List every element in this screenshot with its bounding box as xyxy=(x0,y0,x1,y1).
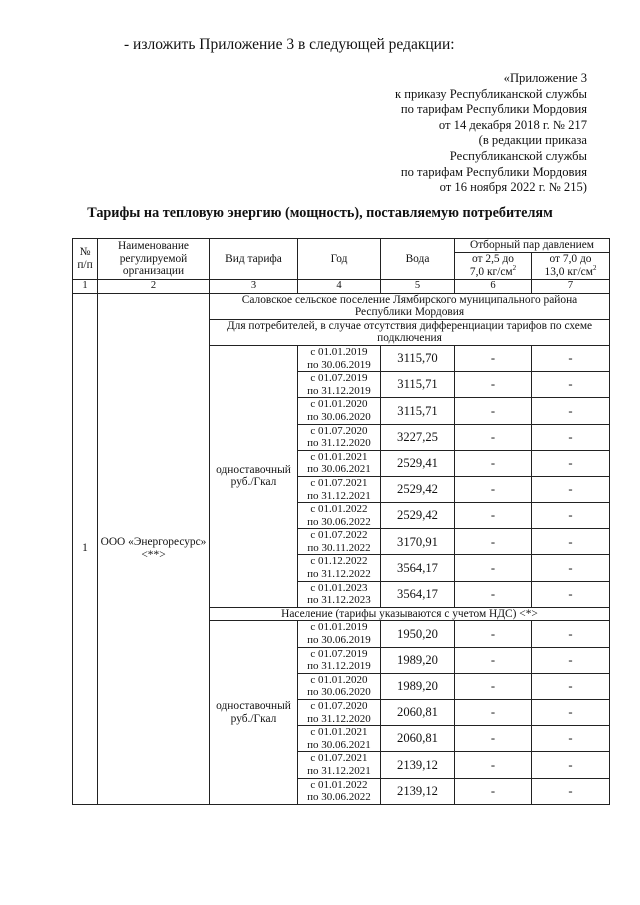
header-steam-group: Отборный пар давлением xyxy=(455,239,610,253)
steam-low-tariff: - xyxy=(455,673,532,699)
water-tariff: 2060,81 xyxy=(381,726,455,752)
period-cell xyxy=(298,345,381,371)
settlement-name: Саловское сельское поселение Лямбирского муниципального района Республики Мордовия xyxy=(210,293,610,319)
steam-low-tariff: - xyxy=(455,503,532,529)
period-from: с 01.07.2019 xyxy=(310,372,368,385)
period-from: с 01.01.2022 xyxy=(310,778,368,791)
organization-name: ООО «Энергоресурс» <**> xyxy=(98,293,210,804)
period-cell xyxy=(298,555,381,581)
appendix-line: (в редакции приказа xyxy=(478,133,587,148)
header-steam-high xyxy=(532,253,610,280)
water-tariff: 3227,25 xyxy=(381,424,455,450)
appendix-line: Республиканской службы xyxy=(449,148,587,163)
steam-low-tariff: - xyxy=(455,450,532,476)
steam-low-tariff: - xyxy=(455,345,532,371)
steam-high-tariff: - xyxy=(532,673,610,699)
period-to: по 31.12.2023 xyxy=(307,594,371,607)
period-from: с 01.01.2020 xyxy=(310,673,368,686)
water-tariff: 3115,71 xyxy=(381,372,455,398)
section-heading: Население (тарифы указываются с учетом НДС) <*> xyxy=(210,607,610,621)
column-number: 3 xyxy=(210,280,298,294)
steam-low-tariff: - xyxy=(455,424,532,450)
steam-high-tariff: - xyxy=(532,581,610,607)
header-steam-high-unit: 13,0 $кг/см^2$ xyxy=(544,264,597,278)
period-to: по 30.11.2022 xyxy=(307,541,371,554)
period-from: с 01.07.2022 xyxy=(310,529,368,542)
header-steam-low xyxy=(455,253,532,280)
water-tariff: 3564,17 xyxy=(381,581,455,607)
steam-low-tariff: - xyxy=(455,372,532,398)
period-from: с 01.01.2019 xyxy=(310,621,368,634)
appendix-line: «Приложение 3 xyxy=(503,71,587,85)
header-tariff-type: Вид тарифа xyxy=(210,239,298,280)
steam-low-tariff: - xyxy=(455,647,532,673)
column-number: 4 xyxy=(298,280,381,294)
period-to: по 31.12.2022 xyxy=(307,568,371,581)
period-cell xyxy=(298,726,381,752)
water-tariff: 1989,20 xyxy=(381,673,455,699)
steam-low-tariff: - xyxy=(455,476,532,502)
row-number: 1 xyxy=(73,293,98,804)
steam-high-tariff: - xyxy=(532,621,610,647)
document-title: Тарифы на тепловую энергию (мощность), поставляемую потребителям xyxy=(87,205,553,221)
header-year: Год xyxy=(298,239,381,280)
steam-high-tariff: - xyxy=(532,398,610,424)
period-to: по 31.12.2019 xyxy=(307,384,371,397)
water-tariff: 3115,71 xyxy=(381,398,455,424)
period-cell xyxy=(298,424,381,450)
water-tariff: 2529,42 xyxy=(381,503,455,529)
steam-low-tariff: - xyxy=(455,398,532,424)
period-from: с 01.07.2020 xyxy=(310,700,368,712)
period-to: по 30.06.2020 xyxy=(307,410,371,423)
period-to: по 30.06.2020 xyxy=(307,686,371,699)
period-cell xyxy=(298,398,381,424)
period-cell xyxy=(298,476,381,502)
period-cell xyxy=(298,673,381,699)
header-steam-low-range: от 2,5 до xyxy=(472,253,514,266)
steam-high-tariff: - xyxy=(532,372,610,398)
steam-high-tariff: - xyxy=(532,752,610,778)
period-to: по 30.06.2022 xyxy=(307,791,371,804)
period-from: с 01.01.2023 xyxy=(310,581,368,594)
appendix-line: по тарифам Республики Мордовия xyxy=(400,102,587,117)
period-from: с 01.07.2020 xyxy=(310,424,368,437)
steam-high-tariff: - xyxy=(532,647,610,673)
period-from: с 01.01.2021 xyxy=(310,726,368,739)
period-to: по 30.06.2022 xyxy=(307,515,371,528)
intro-text: - изложить Приложение 3 в следующей редакции: xyxy=(124,36,455,53)
steam-low-tariff: - xyxy=(455,778,532,804)
period-from: с 01.01.2019 xyxy=(310,345,368,358)
period-from: с 01.07.2021 xyxy=(310,476,368,489)
period-to: по 30.06.2019 xyxy=(307,634,371,647)
steam-high-tariff: - xyxy=(532,529,610,555)
steam-high-tariff: - xyxy=(532,778,610,804)
steam-low-tariff: - xyxy=(455,581,532,607)
appendix-line: от 14 декабря 2018 г. № 217 xyxy=(438,117,587,132)
period-to: по 31.12.2019 xyxy=(307,660,371,673)
settlement-row xyxy=(73,293,610,319)
tariff-type: одноставочный руб./Гкал xyxy=(210,621,298,804)
period-cell xyxy=(298,503,381,529)
steam-high-tariff: - xyxy=(532,476,610,502)
column-numbers-row xyxy=(73,280,610,294)
water-tariff: 1989,20 xyxy=(381,647,455,673)
section-heading: Для потребителей, в случае отсутствия дифференциации тарифов по схеме подключения xyxy=(210,319,610,345)
tariff-table xyxy=(72,238,610,805)
steam-high-tariff: - xyxy=(532,450,610,476)
column-number: 1 xyxy=(73,280,98,294)
column-number: 6 xyxy=(455,280,532,294)
period-to: по 31.12.2021 xyxy=(307,764,371,777)
period-cell xyxy=(298,647,381,673)
appendix-line: к приказу Республиканской службы xyxy=(395,86,587,101)
water-tariff: 2529,41 xyxy=(381,450,455,476)
period-to: по 30.06.2021 xyxy=(307,738,371,751)
steam-high-tariff: - xyxy=(532,555,610,581)
water-tariff: 2139,12 xyxy=(381,752,455,778)
steam-high-tariff: - xyxy=(532,700,610,726)
period-to: по 31.12.2021 xyxy=(307,489,371,502)
steam-high-tariff: - xyxy=(532,345,610,371)
period-from: с 01.07.2021 xyxy=(310,752,368,765)
steam-low-tariff: - xyxy=(455,555,532,581)
water-tariff: 3170,91 xyxy=(381,529,455,555)
steam-low-tariff: - xyxy=(455,752,532,778)
period-cell xyxy=(298,372,381,398)
column-number: 7 xyxy=(532,280,610,294)
period-from: с 01.01.2022 xyxy=(310,503,368,516)
period-to: по 30.06.2019 xyxy=(307,358,371,371)
period-to: по 31.12.2020 xyxy=(307,712,371,725)
period-cell xyxy=(298,700,381,726)
period-to: по 31.12.2020 xyxy=(307,437,371,450)
period-to: по 30.06.2021 xyxy=(307,463,371,476)
header-organization: Наименование регулируемой организации xyxy=(98,239,210,280)
steam-low-tariff: - xyxy=(455,726,532,752)
steam-low-tariff: - xyxy=(455,621,532,647)
period-cell xyxy=(298,581,381,607)
period-from: с 01.01.2021 xyxy=(310,450,368,463)
column-number: 5 xyxy=(381,280,455,294)
water-tariff: 2060,81 xyxy=(381,700,455,726)
header-steam-low-unit: 7,0 $кг/см^2$ xyxy=(469,264,517,278)
steam-low-tariff: - xyxy=(455,529,532,555)
header-water: Вода xyxy=(381,239,455,280)
table-header-row xyxy=(73,239,610,253)
water-tariff: 3564,17 xyxy=(381,555,455,581)
water-tariff: 3115,70 xyxy=(381,345,455,371)
water-tariff: 1950,20 xyxy=(381,621,455,647)
period-cell xyxy=(298,450,381,476)
appendix-line: по тарифам Республики Мордовия xyxy=(400,164,587,179)
period-cell xyxy=(298,621,381,647)
header-num: № п/п xyxy=(73,239,98,280)
period-cell xyxy=(298,752,381,778)
steam-high-tariff: - xyxy=(532,726,610,752)
steam-low-tariff: - xyxy=(455,700,532,726)
steam-high-tariff: - xyxy=(532,503,610,529)
tariff-type: одноставочный руб./Гкал xyxy=(210,345,298,607)
column-number: 2 xyxy=(98,280,210,294)
steam-high-tariff: - xyxy=(532,424,610,450)
water-tariff: 2529,42 xyxy=(381,476,455,502)
period-cell xyxy=(298,778,381,804)
period-from: с 01.07.2019 xyxy=(310,647,368,660)
period-cell xyxy=(298,529,381,555)
water-tariff: 2139,12 xyxy=(381,778,455,804)
appendix-line: от 16 ноября 2022 г. № 215) xyxy=(439,180,587,195)
appendix-reference xyxy=(395,71,587,196)
period-from: с 01.12.2022 xyxy=(310,555,368,568)
header-steam-high-range: от 7,0 до xyxy=(549,253,592,266)
period-from: с 01.01.2020 xyxy=(310,398,368,411)
